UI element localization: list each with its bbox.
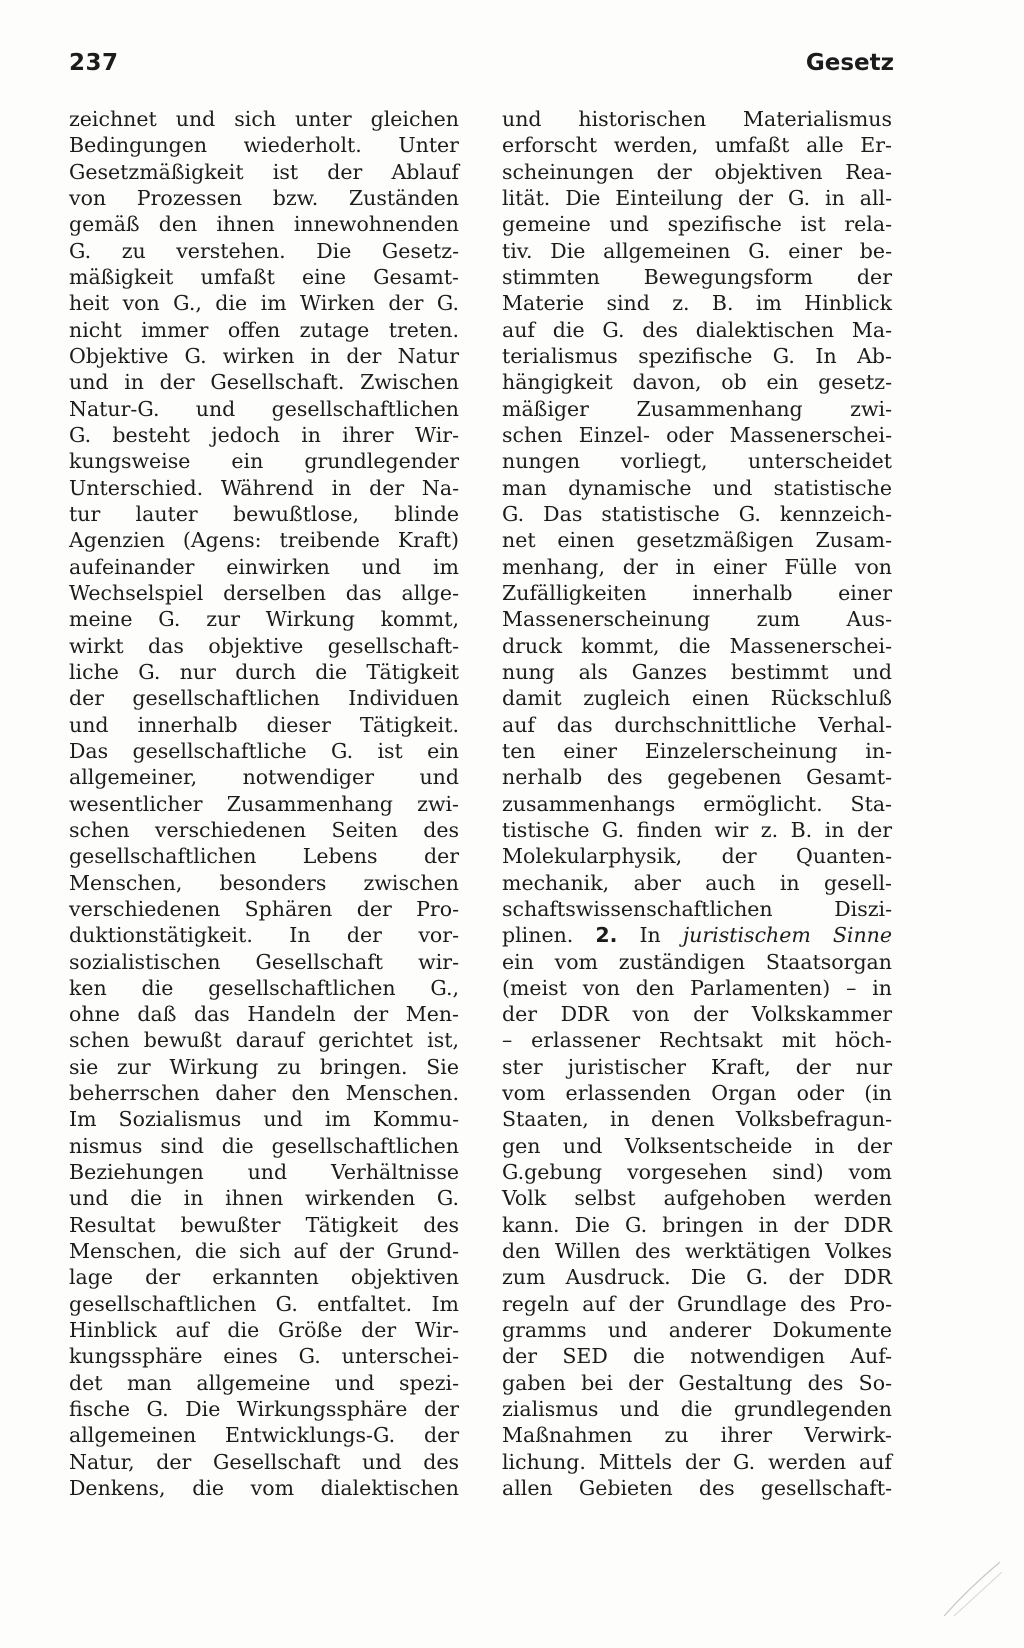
text-line-section-two: [502, 922, 892, 948]
text-line: Beziehungen und Verhältnisse: [69, 1160, 459, 1185]
text-line: nismus sind die gesellschaftlichen: [69, 1133, 459, 1158]
text-line: gesellschaftlichen G. entfaltet. Im: [69, 1291, 459, 1316]
text-line: Menschen, die sich auf der Grund-: [69, 1239, 459, 1264]
text-line: meine G. zur Wirkung kommt,: [69, 607, 459, 632]
text-line: nung als Ganzes bestimmt und: [502, 659, 892, 684]
text-line: der SED die notwendigen Auf-: [502, 1344, 892, 1369]
text-line: G. besteht jedoch in ihrer Wir-: [69, 422, 459, 447]
text-line: lität. Die Einteilung der G. in all-: [502, 185, 892, 210]
text-line: mäßigkeit umfaßt eine Gesamt-: [69, 264, 459, 289]
text-line: mäßiger Zusammenhang zwi-: [502, 396, 892, 421]
text-line: G. Das statistische G. kennzeich-: [502, 501, 892, 526]
text-line: damit zugleich einen Rückschluß: [502, 686, 892, 711]
text-line: erforscht werden, umfaßt alle Er-: [502, 133, 892, 158]
section-number: 2.: [595, 923, 618, 948]
text-line: gen und Volksentscheide in der: [502, 1133, 892, 1158]
text-line: liche G. nur durch die Tätigkeit: [69, 659, 459, 684]
left-column: [69, 106, 459, 1501]
text-line: det man allgemeine und spezi-: [69, 1370, 459, 1395]
text-line: lichung. Mittels der G. werden auf: [502, 1449, 892, 1474]
text-line: wesentlicher Zusammenhang zwi-: [69, 791, 459, 816]
text-line: G. zu verstehen. Die Gesetz-: [69, 238, 459, 263]
text-line: mechanik, aber auch in gesell-: [502, 870, 892, 895]
text-line: duktionstätigkeit. In der vor-: [69, 923, 459, 948]
text-line: Denkens, die vom dialektischen: [69, 1476, 459, 1501]
text-line: aufeinander einwirken und im: [69, 554, 459, 579]
text-line: gaben bei der Gestaltung des So-: [502, 1370, 892, 1395]
text-fragment: plinen.: [502, 923, 574, 948]
text-line: gemeine und spezifische ist rela-: [502, 212, 892, 237]
text-line: auf das durchschnittliche Verhal-: [502, 712, 892, 737]
text-line: den Willen des werktätigen Volkes: [502, 1239, 892, 1264]
text-line: man dynamische und statistische: [502, 475, 892, 500]
text-line: terialismus spezifische G. In Ab-: [502, 343, 892, 368]
text-line: nicht immer offen zutage treten.: [69, 317, 459, 342]
text-line: zialismus und die grundlegenden: [502, 1397, 892, 1422]
text-line: Wechselspiel derselben das allge-: [69, 580, 459, 605]
right-column: [502, 106, 892, 1501]
text-line: ohne daß das Handeln der Men-: [69, 1002, 459, 1027]
text-line: gramms und anderer Dokumente: [502, 1318, 892, 1343]
text-line: druck kommt, die Massenerschei-: [502, 633, 892, 658]
text-line: hängigkeit davon, ob ein gesetz-: [502, 370, 892, 395]
text-line: wirkt das objektive gesellschaft-: [69, 633, 459, 658]
text-line: kungsweise ein grundlegender: [69, 449, 459, 474]
text-line: zusammenhangs ermöglicht. Sta-: [502, 791, 892, 816]
text-line: Volk selbst aufgehoben werden: [502, 1186, 892, 1211]
text-line: nungen vorliegt, unterscheidet: [502, 449, 892, 474]
text-line: Gesetzmäßigkeit ist der Ablauf: [69, 159, 459, 184]
text-line: zeichnet und sich unter gleichen: [69, 107, 459, 131]
text-line: und innerhalb dieser Tätigkeit.: [69, 712, 459, 737]
text-line: Massenerscheinung zum Aus-: [502, 607, 892, 632]
page-corner-scratch: [934, 1558, 1004, 1618]
text-line: sozialistischen Gesellschaft wir-: [69, 949, 459, 974]
text-line: der DDR von der Volkskammer: [502, 1002, 892, 1027]
text-line: allgemeiner, notwendiger und: [69, 765, 459, 790]
text-line: Menschen, besonders zwischen: [69, 870, 459, 895]
text-line: net einen gesetzmäßigen Zusam-: [502, 528, 892, 553]
page-number: 237: [69, 50, 119, 76]
text-line: Resultat bewußter Tätigkeit des: [69, 1212, 459, 1237]
text-line: allen Gebieten des gesellschaft-: [502, 1476, 892, 1501]
text-line: nerhalb des gegebenen Gesamt-: [502, 765, 892, 790]
text-line: lage der erkannten objektiven: [69, 1265, 459, 1290]
text-line: schen verschiedenen Seiten des: [69, 817, 459, 842]
text-line: stimmten Bewegungsform der: [502, 264, 892, 289]
text-line: vom erlassenden Organ oder (in: [502, 1081, 892, 1106]
text-line: von Prozessen bzw. Zuständen: [69, 185, 459, 210]
text-line: auf die G. des dialektischen Ma-: [502, 317, 892, 342]
text-line: ten einer Einzelerscheinung in-: [502, 738, 892, 763]
text-line: – erlassener Rechtsakt mit höch-: [502, 1028, 892, 1053]
text-line: kungssphäre eines G. unterschei-: [69, 1344, 459, 1369]
text-line: Agenzien (Agens: treibende Kraft): [69, 528, 459, 553]
text-line: tistische G. finden wir z. B. in der: [502, 817, 892, 842]
text-line: allgemeinen Entwicklungs-G. der: [69, 1423, 459, 1448]
text-line: kann. Die G. bringen in der DDR: [502, 1212, 892, 1237]
text-line: Objektive G. wirken in der Natur: [69, 343, 459, 368]
text-line: Materie sind z. B. im Hinblick: [502, 291, 892, 316]
text-line: gemäß den ihnen innewohnenden: [69, 212, 459, 237]
text-line: Zufälligkeiten innerhalb einer: [502, 580, 892, 605]
text-line: Im Sozialismus und im Kommu-: [69, 1107, 459, 1132]
text-line: regeln auf der Grundlage des Pro-: [502, 1291, 892, 1316]
text-line: Unterschied. Während in der Na-: [69, 475, 459, 500]
text-line: Molekularphysik, der Quanten-: [502, 844, 892, 869]
text-line: schen Einzel- oder Massenerschei-: [502, 422, 892, 447]
text-line: gesellschaftlichen Lebens der: [69, 844, 459, 869]
text-line: menhang, der in einer Fülle von: [502, 554, 892, 579]
text-line: tiv. Die allgemeinen G. einer be-: [502, 238, 892, 263]
text-line: ster juristischer Kraft, der nur: [502, 1054, 892, 1079]
text-line: ein vom zuständigen Staatsorgan: [502, 949, 892, 974]
text-line: ken die gesellschaftlichen G.,: [69, 975, 459, 1000]
text-line: der gesellschaftlichen Individuen: [69, 686, 459, 711]
text-line: Maßnahmen zu ihrer Verwirk-: [502, 1423, 892, 1448]
italic-term: juristischem Sinne: [682, 923, 892, 948]
text-line: und die in ihnen wirkenden G.: [69, 1186, 459, 1211]
text-line: Bedingungen wiederholt. Unter: [69, 133, 459, 158]
text-line: Das gesellschaftliche G. ist ein: [69, 738, 459, 763]
text-line: verschiedenen Sphären der Pro-: [69, 896, 459, 921]
text-line: fische G. Die Wirkungssphäre der: [69, 1397, 459, 1422]
text-line: Natur-G. und gesellschaftlichen: [69, 396, 459, 421]
text-line: schen bewußt darauf gerichtet ist,: [69, 1028, 459, 1053]
text-line: Staaten, in denen Volksbefragun-: [502, 1107, 892, 1132]
text-line: und historischen Materialismus: [502, 107, 892, 131]
text-line: sie zur Wirkung zu bringen. Sie: [69, 1054, 459, 1079]
text-line: (meist von den Parlamenten) – in: [502, 975, 892, 1000]
text-line: Natur, der Gesellschaft und des: [69, 1449, 459, 1474]
text-line: scheinungen der objektiven Rea-: [502, 159, 892, 184]
text-line: und in der Gesellschaft. Zwischen: [69, 370, 459, 395]
text-fragment: In: [639, 923, 661, 948]
text-line: tur lauter bewußtlose, blinde: [69, 501, 459, 526]
text-line: zum Ausdruck. Die G. der DDR: [502, 1265, 892, 1290]
running-head: Gesetz: [805, 50, 894, 76]
text-line: G.gebung vorgesehen sind) vom: [502, 1160, 892, 1185]
text-line: schaftswissenschaftlichen Diszi-: [502, 896, 892, 921]
text-line: heit von G., die im Wirken der G.: [69, 291, 459, 316]
text-line: Hinblick auf die Größe der Wir-: [69, 1318, 459, 1343]
text-line: beherrschen daher den Menschen.: [69, 1081, 459, 1106]
